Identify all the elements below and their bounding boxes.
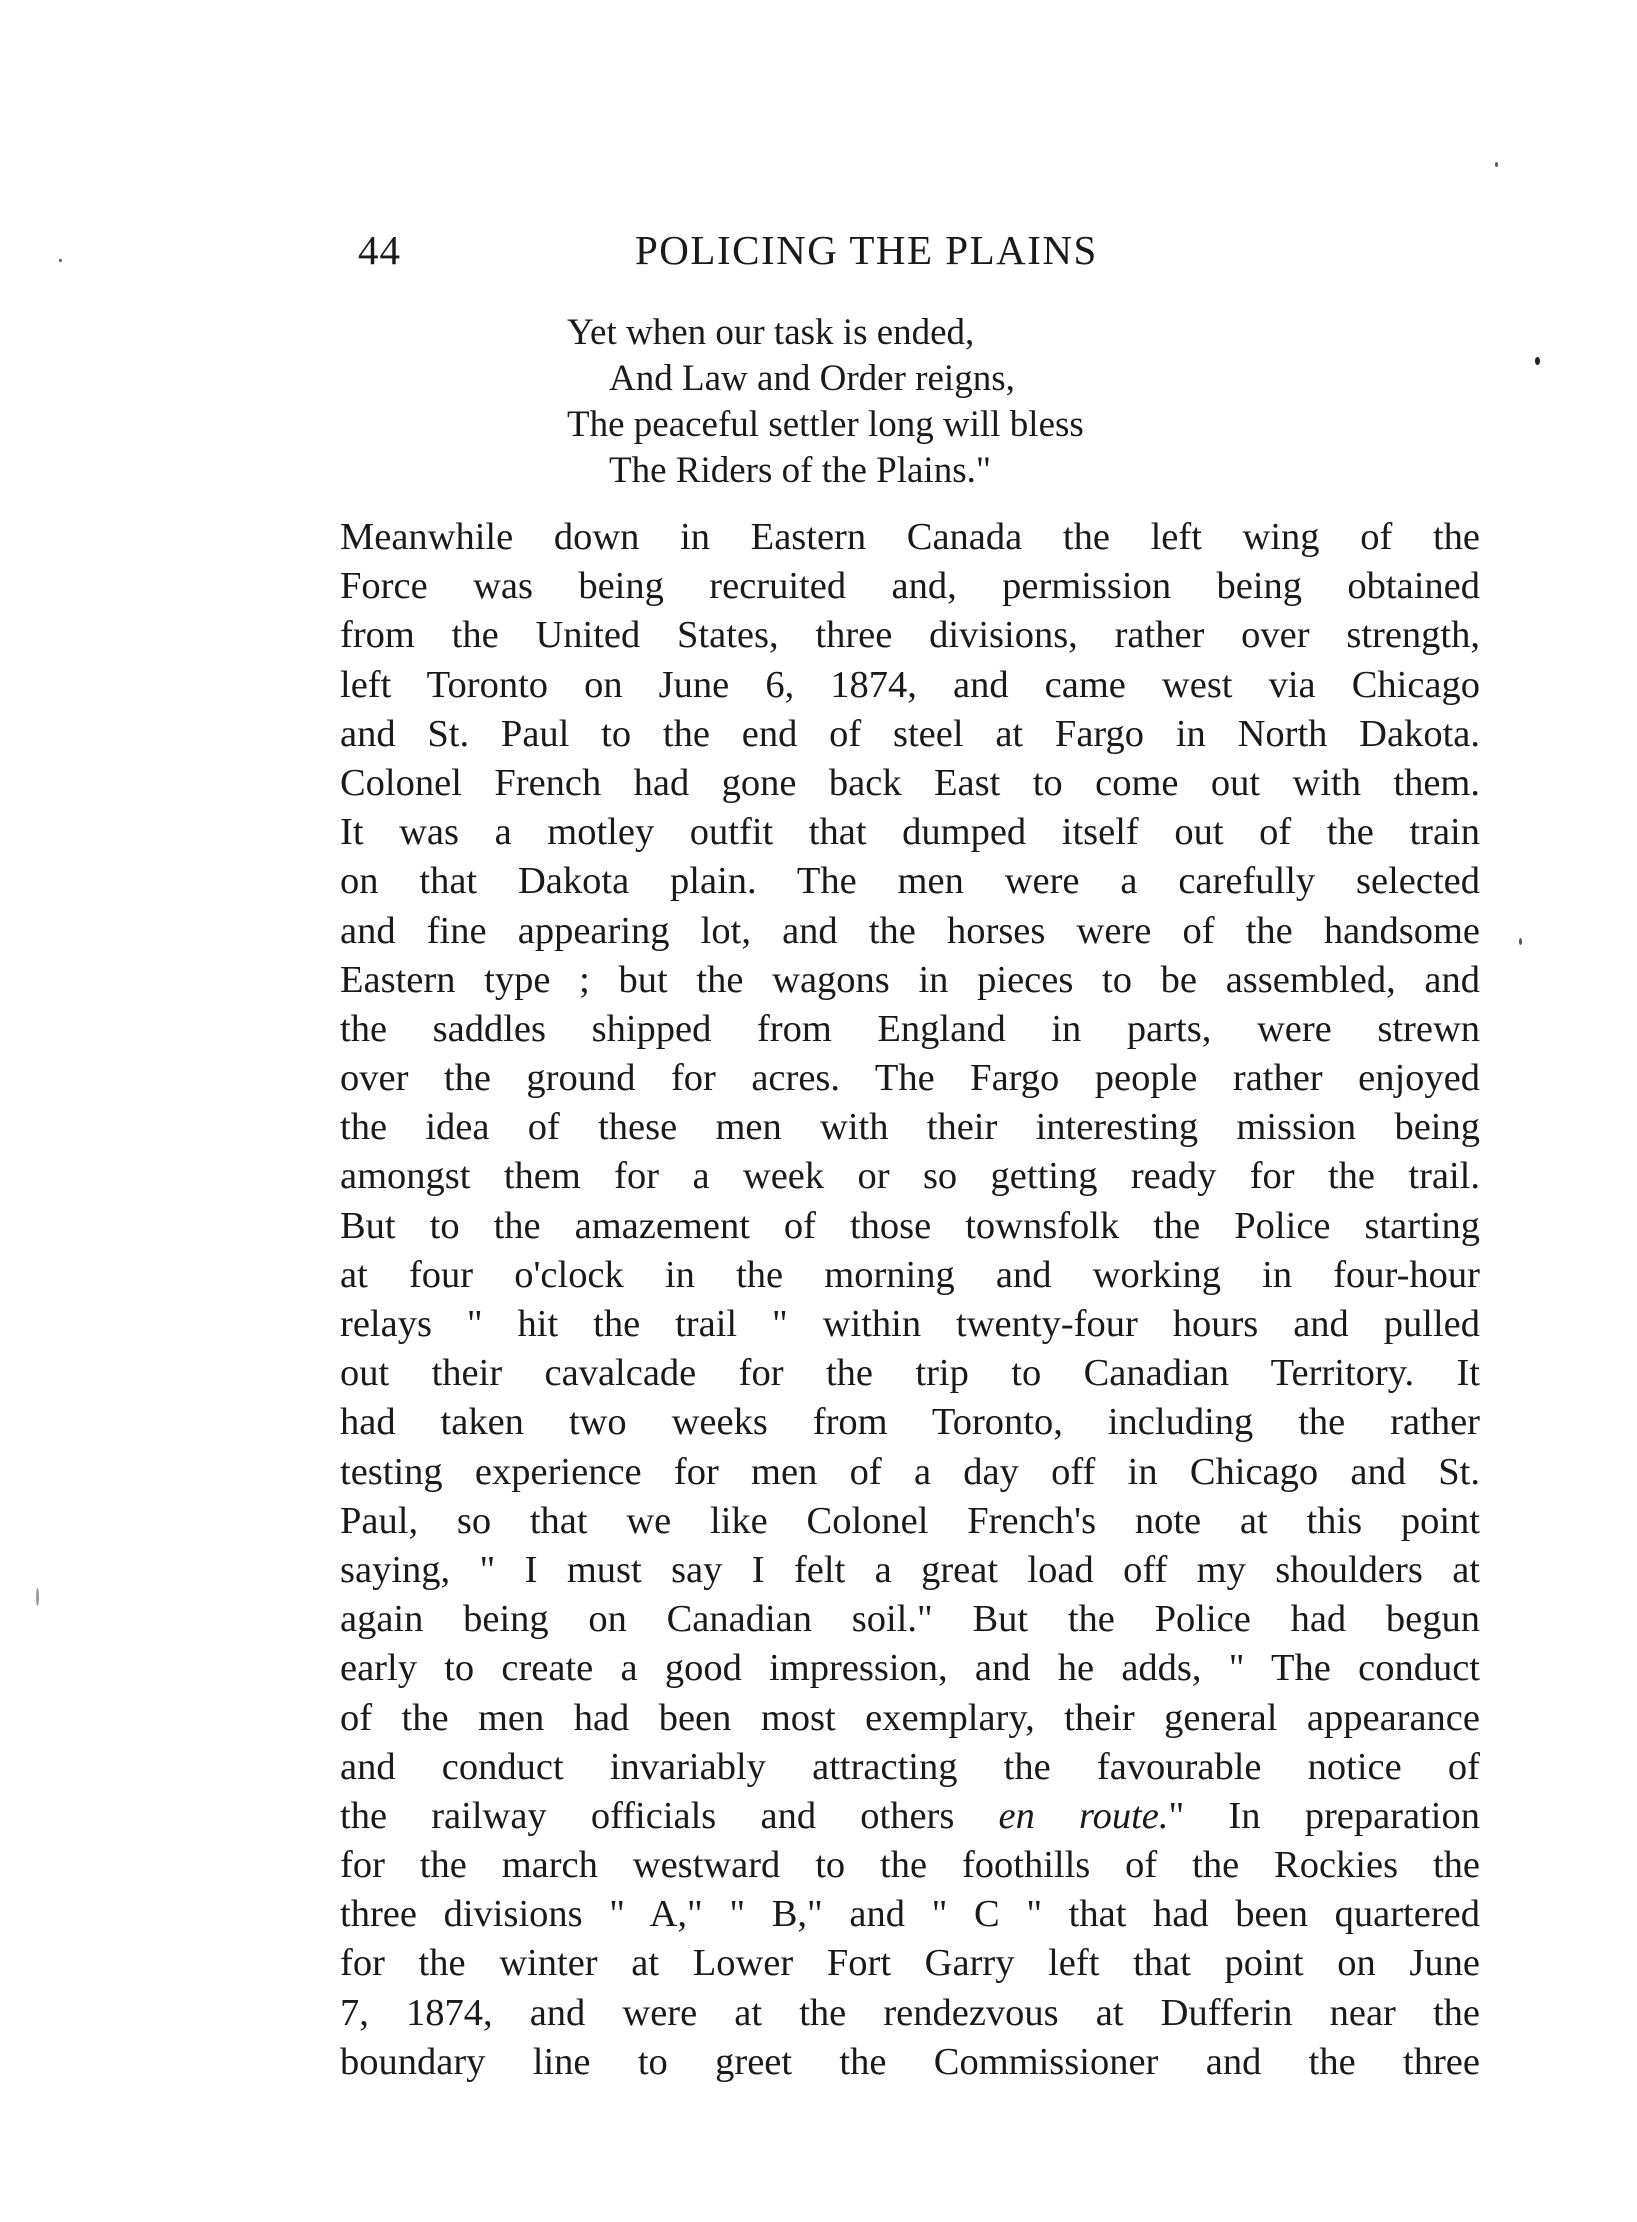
text-line: for the march westward to the foothills of the Rockies the [340,1844,1480,1887]
poem-line: The Riders of the Plains." [609,450,991,491]
scan-speck [1535,357,1540,365]
italic-phrase: en route. [998,1794,1169,1837]
text-line: for the winter at Lower Fort Garry left that point on June [340,1942,1480,1985]
text-line: boundary line to greet the Commissioner and the three [340,2040,1480,2083]
text-line: relays " hit the trail " within twenty-four hours and pulled [340,1303,1480,1345]
text-line: Meanwhile down in Eastern Canada the left wing of the [340,516,1480,558]
running-title: POLICING THE PLAINS [635,227,1098,273]
text-line: from the United States, three divisions, rather over strength, [340,614,1480,657]
text-line: of the men had been most exemplary, their general appearance [340,1696,1480,1739]
text-line: and conduct invariably attracting the favourable notice of [340,1745,1480,1788]
text-line: 7, 1874, and were at the rendezvous at Dufferin near the [340,1991,1480,2034]
text-line: early to create a good impression, and he adds, " The conduct [340,1647,1480,1690]
poem-stanza [567,310,1084,494]
text-line-with-italic [340,1792,1480,1841]
text-line: Force was being recruited and, permission being obtained [340,565,1480,608]
text-line: had taken two weeks from Toronto, including the rather [340,1401,1480,1444]
text-line: testing experience for men of a day off in Chicago and St. [340,1450,1480,1493]
poem-line: Yet when our task is ended, [567,312,975,353]
text-segment: " In preparation [1168,1794,1480,1837]
text-line: the saddles shipped from England in parts, were strewn [340,1007,1480,1050]
text-line: out their cavalcade for the trip to Canadian Territory. It [340,1352,1480,1395]
text-line: the idea of these men with their interesting mission being [340,1106,1480,1149]
text-line: left Toronto on June 6, 1874, and came west via Chicago [340,663,1480,706]
scan-speck [36,1588,39,1606]
text-line: But to the amazement of those townsfolk the Police starting [340,1204,1480,1247]
running-head [340,222,1480,282]
scan-speck [1519,938,1522,945]
text-line: Eastern type ; but the wagons in pieces to be assembled, and [340,958,1480,1001]
text-line: again being on Canadian soil." But the Police had begun [340,1598,1480,1641]
text-line: saying, " I must say I felt a great load off my shoulders at [340,1548,1480,1591]
text-line: and fine appearing lot, and the horses were of the handsome [340,909,1480,952]
text-line: at four o'clock in the morning and working in four-hour [340,1253,1480,1296]
text-line: over the ground for acres. The Fargo people rather enjoyed [340,1057,1480,1100]
poem-line: The peaceful settler long will bless [567,404,1084,445]
text-line: Colonel French had gone back East to come out with them. [340,761,1480,804]
body-paragraph [340,513,1480,2087]
text-line: amongst them for a week or so getting ready for the trail. [340,1155,1480,1198]
scan-speck [1495,162,1498,167]
text-line: It was a motley outfit that dumped itself out of the train [340,811,1480,854]
text-line: Paul, so that we like Colonel French's note at this point [340,1499,1480,1542]
scan-speck [59,259,62,262]
page-number: 44 [358,227,401,273]
poem-line: And Law and Order reigns, [609,358,1015,399]
text-line: on that Dakota plain. The men were a carefully selected [340,860,1480,903]
text-line: and St. Paul to the end of steel at Fargo in North Dakota. [340,712,1480,755]
text-segment: the railway officials and others [340,1794,999,1837]
text-line: three divisions " A," " B," and " C " that had been quartered [340,1893,1480,1936]
